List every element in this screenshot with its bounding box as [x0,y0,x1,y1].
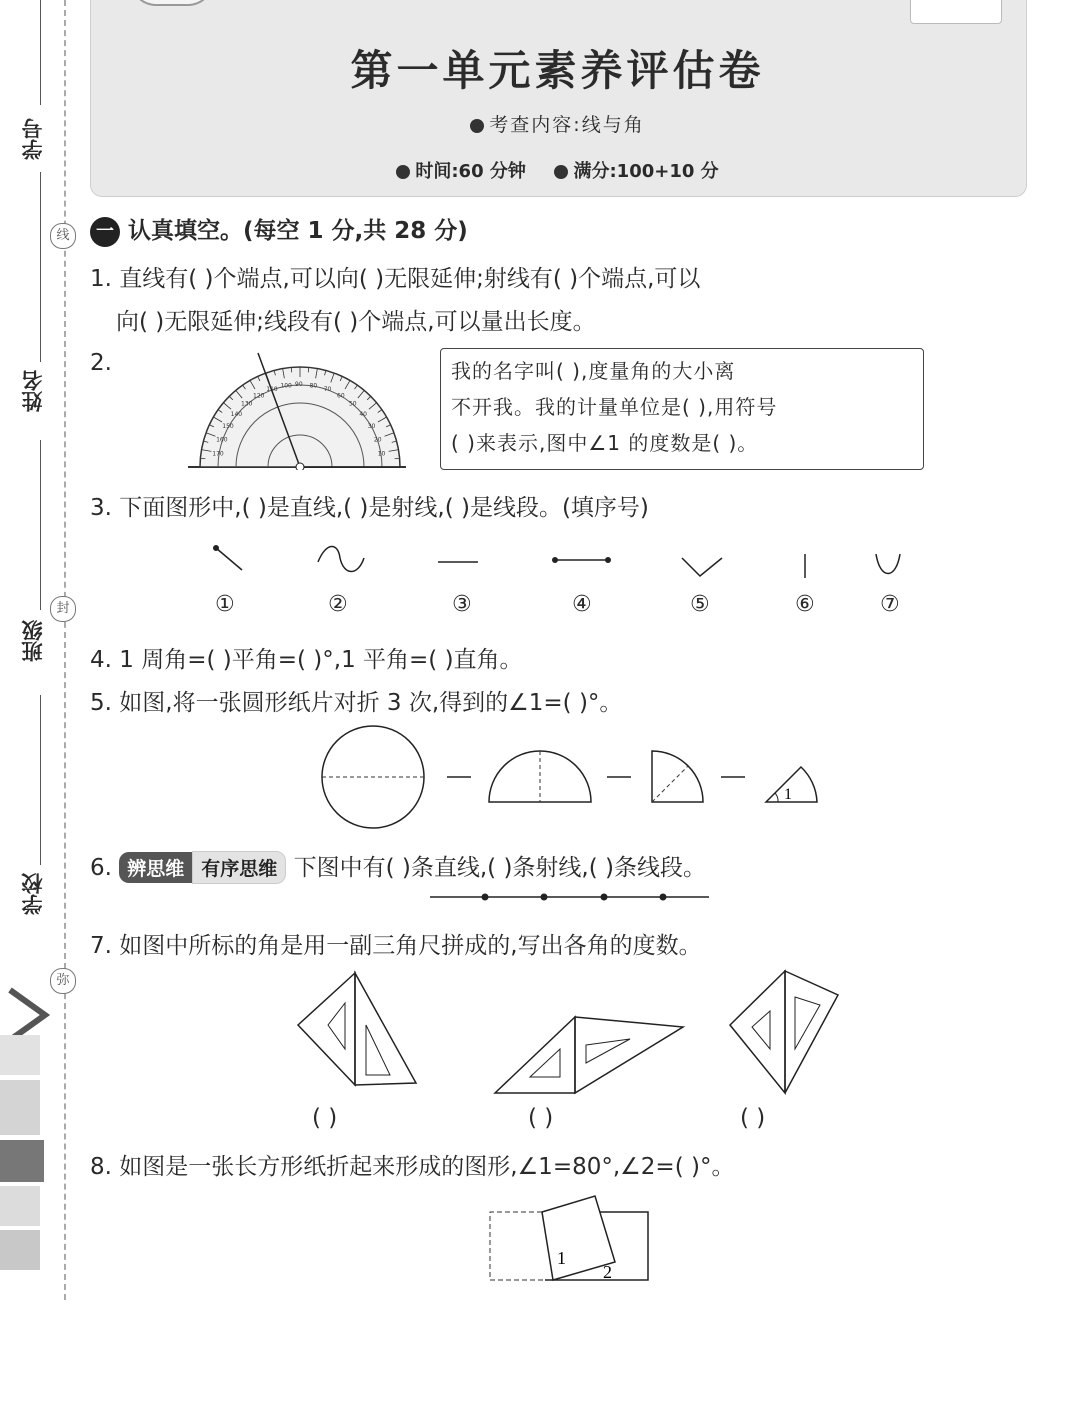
angle-label: 1 [784,786,792,803]
sidebar-rule [40,695,41,865]
figure-label: ① [215,592,235,617]
protractor-degree-label: 110 [266,386,278,394]
speech-box [440,348,924,470]
figure-label: ⑦ [880,592,900,617]
check-icon [554,165,568,179]
angle-label-1: 1 [557,1248,566,1268]
section-number: 一 [90,217,120,247]
section-heading [90,212,468,247]
protractor-degree-label: 140 [230,411,243,419]
question-6-number: 6. [90,855,112,881]
question-8: 8. 如图是一张长方形纸折起来形成的图形,∠1=80°,∠2=( )°。 [90,1154,735,1180]
seal-char: 弥 [50,968,76,994]
subtitle [0,110,1080,137]
time-limit: 时间:60 分钟 [415,161,526,182]
clock-icon [396,165,410,179]
school-label: 学校 [21,873,45,915]
protractor-degree-label: 60 [337,392,345,400]
student-number-label: 学号 [21,118,45,160]
figure-label: ③ [452,592,472,617]
answer-blank[interactable]: ( ) [312,1105,338,1131]
protractor-figure [188,345,408,470]
thinking-type-tag: 有序思维 [192,851,286,884]
protractor-degree-label: 40 [359,411,367,419]
folding-figure [315,725,835,835]
folded-paper-figure [485,1190,655,1285]
protractor-degree-label: 170 [212,450,224,458]
corner-box [910,0,1002,24]
answer-blank[interactable]: ( ) [528,1105,554,1131]
figure-label: ④ [572,592,592,617]
protractor-degree-label: 20 [373,436,382,444]
protractor-degree-label: 70 [323,386,332,394]
angle-label-2: 2 [603,1262,612,1282]
protractor-degree-label: 160 [216,436,228,444]
protractor-degree-label: 80 [309,382,318,390]
protractor-degree-label: 30 [367,423,376,430]
protractor-degree-label: 130 [241,400,253,408]
page-title: 第一单元素养评估卷 [350,46,765,95]
speech-line: ( )来表示,图中∠1 的度数是( )。 [451,431,759,455]
answer-blank[interactable]: ( ) [740,1105,766,1131]
protractor-degree-label: 50 [348,400,357,408]
name-label: 姓名 [21,370,45,412]
protractor-degree-label: 10 [377,450,386,458]
question-6-text: 下图中有( )条直线,( )条射线,( )条线段。 [293,855,707,881]
question-1-line-2: 向( )无限延伸;线段有( )个端点,可以量出长度。 [116,309,596,335]
question-1-line-1: 1. 直线有( )个端点,可以向( )无限延伸;射线有( )个端点,可以 [90,266,701,292]
page-edge-graphic [0,980,70,1310]
seal-char: 封 [50,596,76,622]
figure-label: ② [328,592,348,617]
protractor-degree-label: 120 [253,392,265,400]
sidebar-rule [40,172,41,362]
protractor-degree-label: 150 [222,423,234,430]
question-6 [90,849,706,884]
question-3: 3. 下面图形中,( )是直线,( )是射线,( )是线段。(填序号) [90,495,649,521]
figure-label: ⑤ [690,592,710,617]
subtitle-text: 考查内容:线与角 [489,114,645,136]
protractor-degree-label: 90 [295,381,303,388]
figure-label: ⑥ [795,592,815,617]
points-line-figure [425,888,715,908]
protractor-degree-label: 100 [280,382,292,390]
sidebar-rule [40,440,41,610]
sidebar-rule [40,0,41,105]
question-5: 5. 如图,将一张圆形纸片对折 3 次,得到的∠1=( )°。 [90,690,623,716]
line-figures [190,540,930,590]
question-4: 4. 1 周角=( )平角=( )°,1 平角=( )直角。 [90,647,523,673]
section-title: 认真填空。(每空 1 分,共 28 分) [128,218,468,244]
full-score: 满分:100+10 分 [573,161,719,182]
speech-line: 不开我。我的计量单位是( ),用符号 [451,395,778,419]
question-2-number: 2. [90,350,112,376]
exam-meta [0,157,1080,183]
seal-char: 线 [50,223,76,249]
speech-line: 我的名字叫( ),度量角的大小离 [451,359,736,383]
class-label: 班级 [21,620,45,662]
thinking-tag: 辨思维 [119,852,192,883]
question-7: 7. 如图中所标的角是用一副三角尺拼成的,写出各角的度数。 [90,933,702,959]
search-icon [470,119,484,133]
set-squares-figure [290,965,850,1100]
